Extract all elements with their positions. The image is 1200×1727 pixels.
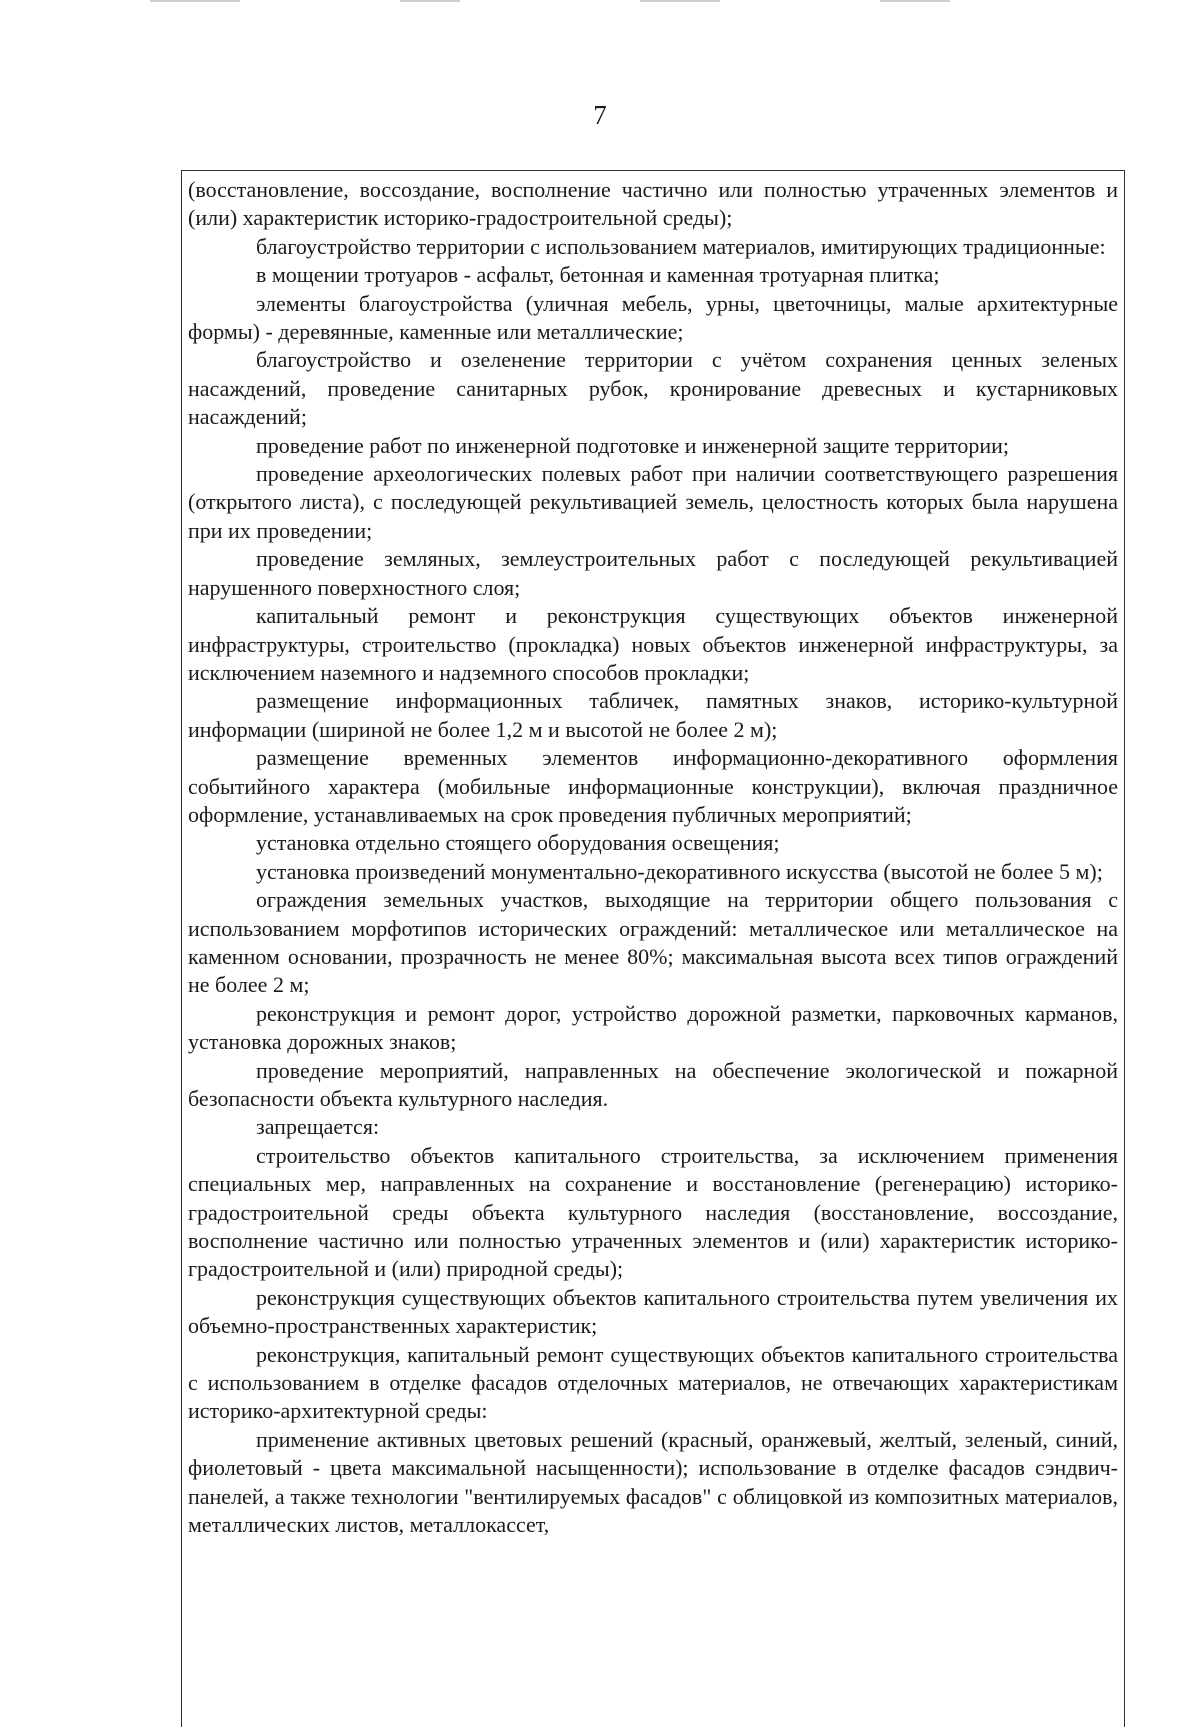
paragraph: проведение земляных, землеустроительных работ с последующей рекультивацией нарушенного поверхностного слоя; [188, 546, 1118, 600]
page-number: 7 [593, 100, 607, 130]
paragraph: ограждения земельных участков, выходящие на территории общего пользования с использованием морфотипов исторических ограждений: металлическое или металлическое на каменном основании, прозрачность не менее 80%; максимальная высота всех типов ограждений не более 2 м; [188, 887, 1118, 998]
paragraph: реконструкция, капитальный ремонт существующих объектов капитального строительства с использованием в отделке фасадов отделочных материалов, не отвечающих характеристикам историко-архитектурной среды: [188, 1341, 1118, 1424]
paragraph: установка отдельно стоящего оборудования освещения; [256, 830, 780, 856]
scan-artifact [880, 0, 950, 2]
scan-artifact [400, 0, 460, 2]
paragraph: проведение работ по инженерной подготовке и инженерной защите территории; [256, 432, 1010, 458]
paragraph: реконструкция и ремонт дорог, устройство дорожной разметки, парковочных карманов, установка дорожных знаков; [188, 1000, 1118, 1055]
paragraph: благоустройство и озеленение территории с учётом сохранения ценных зеленых насаждений, проведение санитарных рубок, кронирование древесных и кустарниковых насаждений; [188, 347, 1118, 430]
paragraph: капитальный ремонт и реконструкция существующих объектов инженерной инфраструктуры, строительство (прокладка) новых объектов инженерной инфраструктуры, за исключением наземного и надземного способов прокладки; [188, 603, 1118, 685]
paragraph: применение активных цветовых решений (красный, оранжевый, желтый, зеленый, синий, фиолетовый - цвета максимальной насыщенности); использование в отделке фасадов сэндвич-панелей, а также технологии "вентилируемых фасадов" с облицовкой из композитных материалов, металлических листов, металлокассет, [188, 1426, 1118, 1538]
document-body [188, 176, 1118, 1540]
paragraph: элементы благоустройства (уличная мебель, урны, цветочницы, малые архитектурные формы) - деревянные, каменные или металлические; [188, 290, 1118, 345]
scan-artifact [640, 0, 720, 2]
paragraph: размещение временных элементов информационно-декоративного оформления событийного характера (мобильные информационные конструкции), включая праздничное оформление, устанавливаемых на срок проведения публичных мероприятий; [188, 745, 1118, 827]
scan-artifact [150, 0, 240, 2]
paragraph: в мощении тротуаров - асфальт, бетонная и каменная тротуарная плитка; [256, 262, 940, 288]
paragraph: проведение археологических полевых работ при наличии соответствующего разрешения (открытого листа), с последующей рекультивацией земель, целостность которых была нарушена при их проведении; [188, 461, 1118, 543]
paragraph: строительство объектов капитального строительства, за исключением применения специальных мер, направленных на сохранение и восстановление (регенерацию) историко-градостроительной среды объекта культурного наследия (восстановление, воссоздание, восполнение частично или полностью утраченных элементов и (или) характеристик историко-градостроительной и (или) природной среды); [188, 1142, 1118, 1282]
paragraph: установка произведений монументально-декоративного искусства (высотой не более 5 м); [256, 858, 1103, 884]
paragraph-heading-prohibited: запрещается: [256, 1114, 380, 1140]
paragraph: проведение мероприятий, направленных на обеспечение экологической и пожарной безопасности объекта культурного наследия. [188, 1057, 1118, 1111]
paragraph: размещение информационных табличек, памятных знаков, историко-культурной информации (шириной не более 1,2 м и высотой не более 2 м); [188, 688, 1118, 742]
paragraph: благоустройство территории с использованием материалов, имитирующих традиционные: [256, 233, 1106, 259]
paragraph: (восстановление, воссоздание, восполнение частично или полностью утраченных элементов и (или) характеристик историко-градостроительной среды); [188, 177, 1118, 231]
paragraph: реконструкция существующих объектов капитального строительства путем увеличения их объемно-пространственных характеристик; [188, 1284, 1118, 1339]
